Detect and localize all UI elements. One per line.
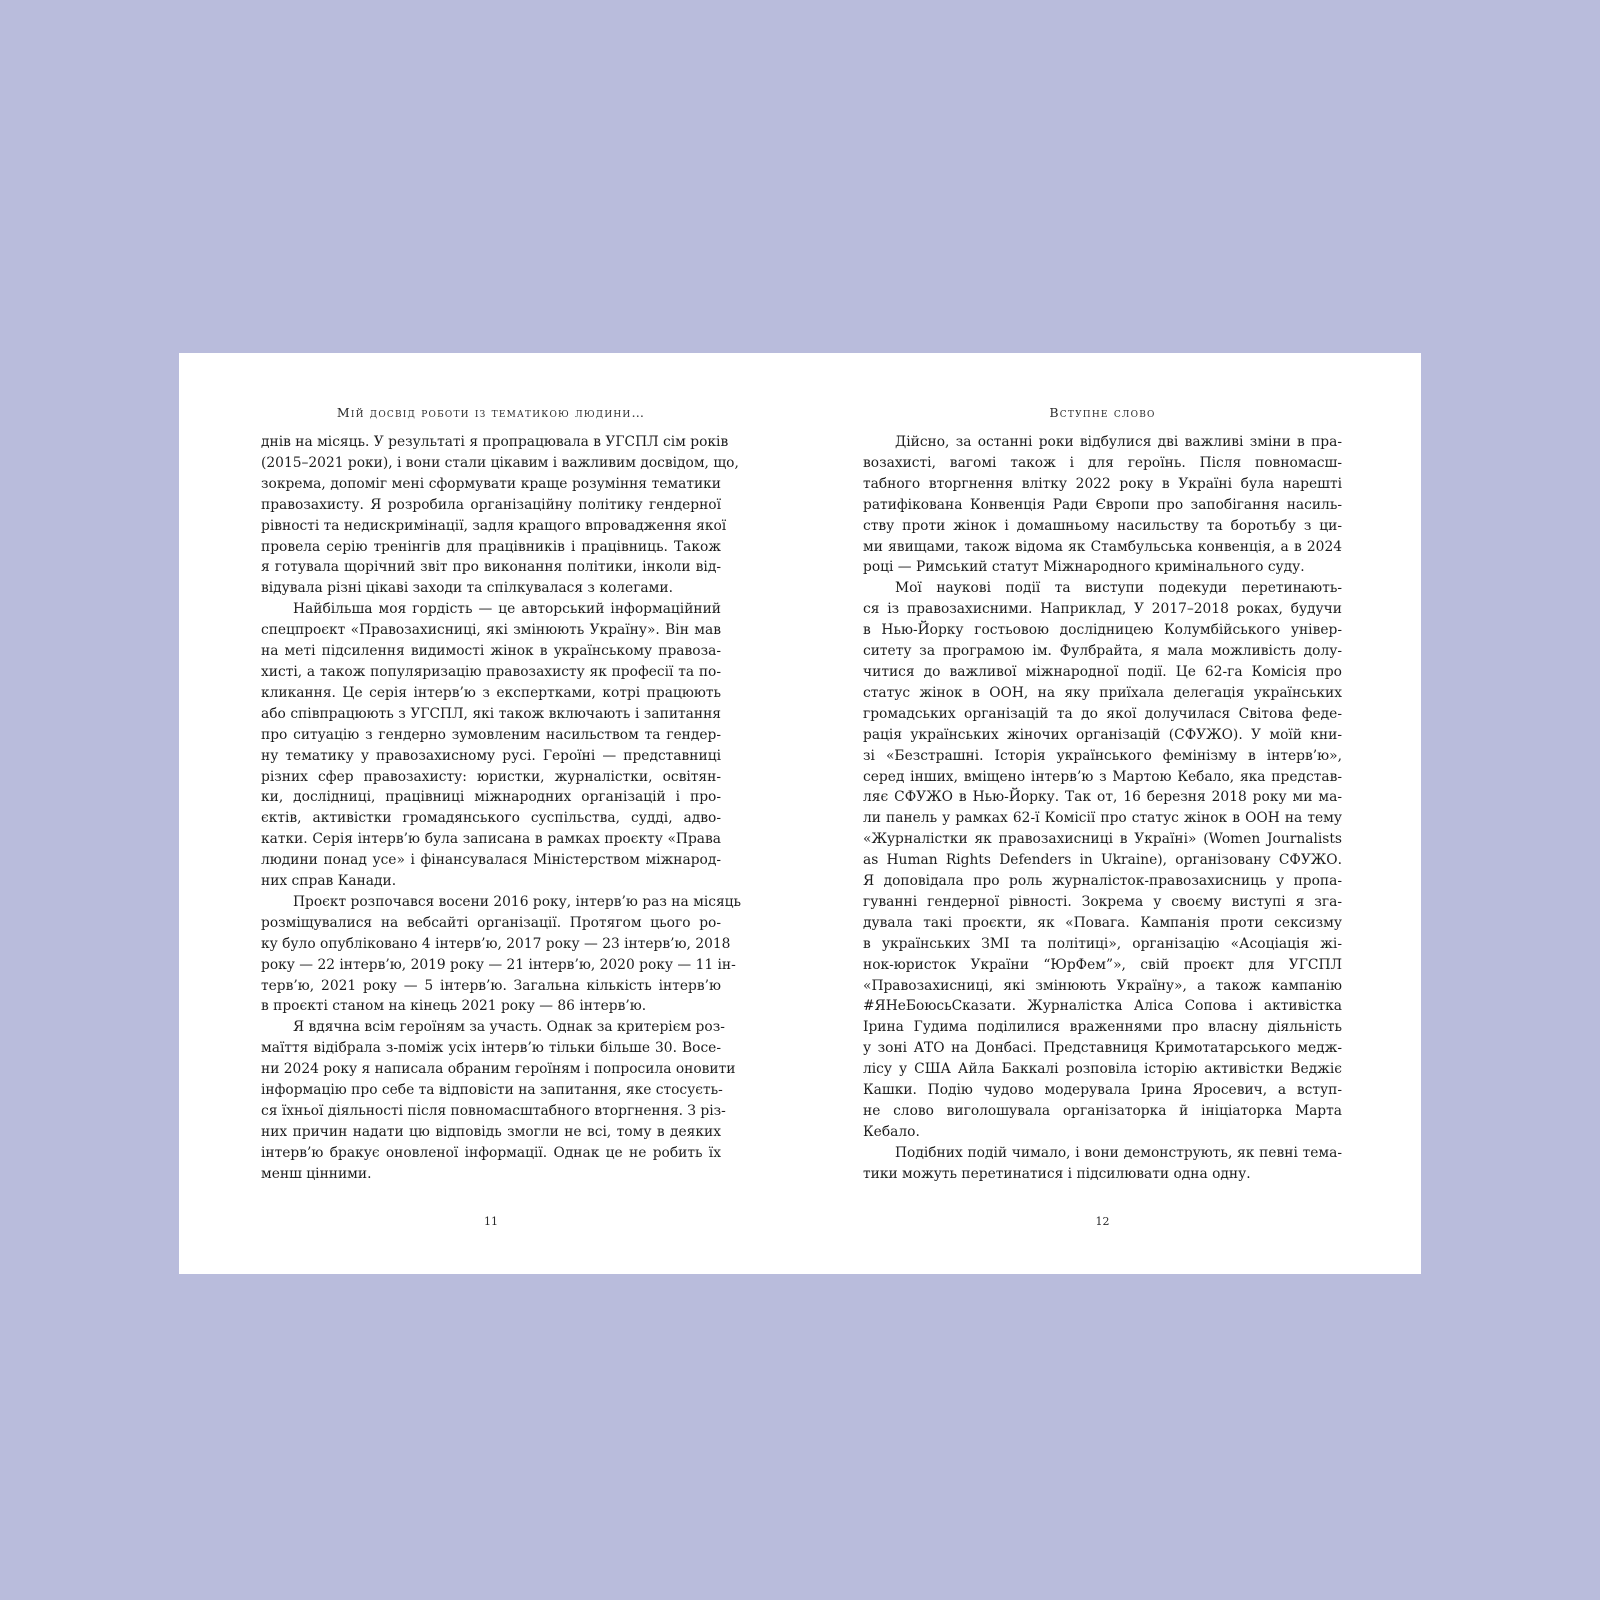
text-line: Мої наукові події та виступи подекуди перетинають- <box>895 580 1342 597</box>
page-number: 11 <box>484 1215 498 1228</box>
text-line: читися до важливої міжнародної події. Це 62-га Комісія про <box>863 663 1342 680</box>
right-page <box>863 353 1342 1274</box>
text-line: ку було опубліковано 4 інтерв’ю, 2017 року — 23 інтерв’ю, 2018 <box>261 935 731 952</box>
text-line: ситету за програмою ім. Фулбрайта, я мала можливість долу- <box>863 643 1342 660</box>
book-spread <box>179 353 1421 1274</box>
text-line: в українських ЗМІ та політиці», організацію «Асоціація жі- <box>863 935 1342 952</box>
text-line: дувала такі проєкти, як «Повага. Кампанія проти сексизму <box>863 914 1342 931</box>
text-line: правозахисту. Я розробила організаційну політику гендерної <box>261 496 721 513</box>
text-line: статус жінок в ООН, на яку приїхала делегація українських <box>863 684 1342 701</box>
text-line: тики можуть перетинатися і підсилювати одна одну. <box>863 1165 1251 1182</box>
text-line: «Правозахисниці, які змінюють Україну», а також кампанію <box>863 977 1342 994</box>
text-line: ляє СФУЖО в Нью-Йорку. Так от, 16 березня 2018 року ми ма- <box>863 789 1342 806</box>
text-line: ли панель у рамках 62-ї Комісії про статус жінок в ООН на тему <box>863 810 1342 827</box>
text-line: рівності та недискримінації, задля кращого впровадження якої <box>261 517 727 534</box>
text-line: хисті, а також популяризацію правозахисту як професії та по- <box>261 663 721 680</box>
text-line: різних сфер правозахисту: юристки, журналістки, освітян- <box>261 768 721 785</box>
text-line: Я вдячна всім героїням за участь. Однак за критерієм роз- <box>293 1019 725 1036</box>
body-text <box>261 432 742 1185</box>
text-line: Я доповідала про роль журналісток-правозахисниць у пропа- <box>863 873 1342 890</box>
text-line: або співпрацюють з УГСПЛ, які також включають і запитання <box>261 705 721 722</box>
text-line: в Нью-Йорку гостьовою дослідницею Колумбійського універ- <box>863 622 1342 639</box>
text-line: «Журналістки як правозахисниці в Україні» (Women Journalists <box>863 831 1342 848</box>
text-line: серед інших, вміщено інтерв’ю з Мартою Кебало, яка представ- <box>863 768 1342 785</box>
text-line: Кашки. Подію чудово модерувала Ірина Яросевич, а вступ- <box>863 1082 1342 1099</box>
text-line: громадських організацій та до якої долучилася Світова феде- <box>863 705 1342 722</box>
text-line: маїття відібрала з-поміж усіх інтерв’ю тільки більше 30. Восе- <box>261 1040 721 1057</box>
text-line: людини понад усе» і фінансувалася Міністерством міжнарод- <box>261 852 721 869</box>
text-line: інформацію про себе та відповісти на запитання, яке стосуєть- <box>261 1082 723 1099</box>
text-line: катки. Серія інтерв’ю була записана в рамках проєкту «Права <box>261 831 721 848</box>
running-head: Вступне слово <box>1049 405 1156 420</box>
text-line: гуванні гендерної рівності. Зокрема у своєму виступі я зга- <box>863 893 1342 910</box>
text-line: Подібних подій чимало, і вони демонструють, як певні тема- <box>895 1144 1342 1161</box>
left-page <box>261 353 742 1274</box>
text-line: Проєкт розпочався восени 2016 року, інтерв’ю раз на місяць <box>293 893 742 910</box>
text-line: лісу у США Айла Баккалі розповіла історію активістки Веджіє <box>863 1061 1342 1078</box>
text-line: не слово виголошувала організаторка й ініціаторка Марта <box>863 1103 1342 1119</box>
text-line: ми явищами, також відома як Стамбульська конвенція, а в 2024 <box>863 538 1342 555</box>
text-line: менш цінними. <box>261 1165 372 1182</box>
text-line: року — 22 інтерв’ю, 2019 року — 21 інтерв’ю, 2020 року — 11 ін- <box>261 956 736 973</box>
text-line: (2015–2021 роки), і вони стали цікавим і важливим досвідом, що, <box>261 454 739 471</box>
text-line: Дійсно, за останні роки відбулися дві важливі зміни в пра- <box>895 434 1342 450</box>
body-text <box>863 432 1342 1185</box>
text-line: них причин надати цю відповідь змогли не всі, тому в деяких <box>261 1123 721 1140</box>
text-line: зокрема, допоміг мені сформувати краще розуміння тематики <box>261 475 721 492</box>
text-line: ся їхньої діяльності після повномасштабного вторгнення. З різ- <box>261 1103 726 1119</box>
text-line: ству проти жінок і домашньому насильству та боротьбу з ци- <box>863 517 1342 534</box>
text-line: єктів, активістки громадянського суспільства, судді, адво- <box>261 810 721 827</box>
text-line: зі «Безстрашні. Історія українського фемінізму в інтерв’ю», <box>863 747 1342 764</box>
text-line: возахисті, вагомі також і для героїнь. Після повномасш- <box>863 454 1342 471</box>
text-line: терв’ю, 2021 року — 5 інтерв’ю. Загальна кількість інтерв’ю <box>261 977 721 994</box>
text-line: спецпроєкт «Правозахисниці, які змінюють Україну». Він мав <box>261 622 721 639</box>
text-line: розміщувалися на вебсайті організації. Протягом цього ро- <box>261 914 721 931</box>
text-line: відувала різні цікаві заходи та спілкувалася з колегами. <box>261 580 673 597</box>
text-line: в проєкті станом на кінець 2021 року — 86 інтерв’ю. <box>261 998 647 1015</box>
text-line: ратифікована Конвенція Ради Європи про запобігання насиль- <box>863 496 1342 513</box>
text-line: провела серію тренінгів для працівників і працівниць. Також <box>261 538 721 555</box>
text-line: на меті підсилення видимості жінок в українському правоза- <box>261 643 721 660</box>
text-line: ни 2024 року я написала обраним героїням і попросила оновити <box>261 1061 736 1078</box>
page-number: 12 <box>1095 1215 1110 1228</box>
text-line: ся із правозахисними. Наприклад, У 2017–2018 роках, будучи <box>863 601 1342 618</box>
text-line: табного вторгнення влітку 2022 року в Україні була нарешті <box>863 475 1342 492</box>
text-line: ну тематику у правозахисному русі. Героїні — представниці <box>261 747 721 764</box>
text-line: Ірина Гудима поділилися враженнями про власну діяльність <box>863 1019 1342 1036</box>
running-head: Мій досвід роботи із тематикою людини… <box>336 405 646 420</box>
text-line: у зоні АТО на Донбасі. Представниця Кримотатарського медж- <box>863 1040 1342 1057</box>
text-line: Найбільша моя гордість — це авторський інформаційний <box>293 601 721 618</box>
text-line: я готувала щорічний звіт про виконання політики, інколи від- <box>261 559 721 576</box>
text-line: рація українських жіночих організацій (СФУЖО). У моїй кни- <box>863 726 1342 743</box>
text-line: нок-юристок України “ЮрФем”», свій проєкт для УГСПЛ <box>863 956 1342 973</box>
text-line: Кебало. <box>863 1123 920 1140</box>
text-line: про ситуацію з гендерно зумовленим насильством та гендер- <box>261 726 721 743</box>
text-line: днів на місяць. У результаті я пропрацювала в УГСПЛ сім років <box>261 434 729 450</box>
text-line: #ЯНеБоюсьСказати. Журналістка Аліса Сопова і активістка <box>863 998 1342 1015</box>
text-line: інтерв’ю бракує оновленої інформації. Однак це не робить їх <box>261 1144 721 1161</box>
text-line: кликання. Це серія інтерв’ю з експертками, котрі працюють <box>261 684 721 701</box>
text-line: них справ Канади. <box>261 873 397 890</box>
text-line: ки, дослідниці, працівниці міжнародних організацій і про- <box>261 789 721 806</box>
text-line: році — Римський статут Міжнародного кримінального суду. <box>863 559 1305 576</box>
text-line: as Human Rights Defenders in Ukraine), організовану СФУЖО. <box>863 852 1342 869</box>
